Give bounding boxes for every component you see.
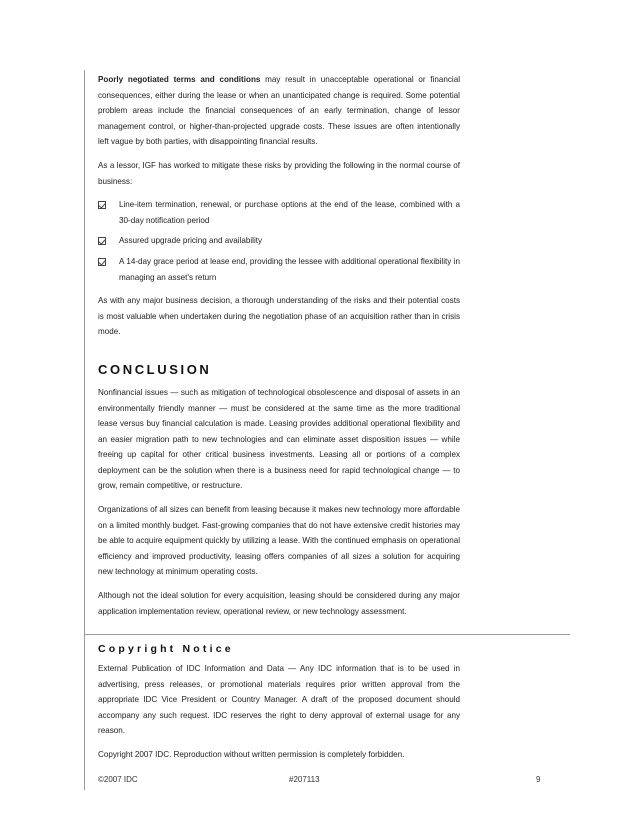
list-item: Assured upgrade pricing and availability <box>98 233 460 249</box>
copyright-section <box>98 643 460 763</box>
mitigation-list <box>98 197 460 285</box>
footer-copyright: ©2007 IDC <box>98 775 138 784</box>
copyright-heading: Copyright Notice <box>98 643 234 655</box>
footer-doc-number: #207113 <box>289 775 320 784</box>
checkbox-bullet-icon <box>98 237 106 245</box>
left-margin-rule <box>84 70 85 790</box>
list-item: Line-item termination, renewal, or purchase options at the end of the lease, combined with a 30-day notification period <box>98 197 460 228</box>
copyright-paragraph-2: Copyright 2007 IDC. Reproduction without written permission is completely forbidden. <box>98 749 405 759</box>
conclusion-paragraph-1: Nonfinancial issues — such as mitigation of technological obsolescence and disposal of assets in an environmentally friendly manner — must be considered at the same time as the more traditional lease versus buy financial calculation is made. Leasing provides additional operational flexibility and an easier migration path to new technologies and can eliminate asset disposition issues — while freeing up capital for other critical business investments. Leasing all or portions of a complex deployment can be the solution when there is a business need for rapid technological change — to grow, remain competitive, or restructure. <box>98 387 460 491</box>
risk-paragraph: As with any major business decision, a thorough understanding of the risks and their potential costs is most valuable when undertaken during the negotiation phase of an acquisition rather than in crisis mode. <box>98 296 460 337</box>
footer-page-number: 9 <box>536 775 541 784</box>
conclusion-heading: CONCLUSION <box>98 361 212 377</box>
conclusion-paragraph-3: Although not the ideal solution for every acquisition, leasing should be considered during any major application implementation review, operational review, or new technology assessment. <box>98 591 460 616</box>
intro-lead-rest: may result in unacceptable operational or financial consequences, either during the lease or when an unanticipated change is required. Some potential problem areas include the financial consequences of an early termination, change of lessor management control, or higher-than-projected upgrade costs. These issues are often intentionally left vague by both parties, with disappointing financial results. <box>98 75 460 147</box>
copyright-paragraph-1: External Publication of IDC Information and Data — Any IDC information that is to be used in advertising, press releases, or promotional materials requires prior written approval from the appropriate IDC Vice President or Country Manager. A draft of the proposed document should accompany any such request. IDC reserves the right to deny approval of external usage for any reason. <box>98 664 460 736</box>
conclusion-paragraph-2: Organizations of all sizes can benefit from leasing because it makes new technology more affordable on a limited monthly budget. Fast-growing companies that do not have extensive credit histories may be able to acquire equipment quickly by utilizing a lease. With the continued emphasis on operational efficiency and improved productivity, leasing offers companies of all sizes a solution for acquiring new technology at minimum operating costs. <box>98 505 460 577</box>
main-content <box>98 72 460 619</box>
intro-lead-bold: Poorly negotiated terms and conditions <box>98 75 261 84</box>
checkbox-bullet-icon <box>98 258 106 266</box>
checkbox-bullet-icon <box>98 201 106 209</box>
list-item: A 14-day grace period at lease end, providing the lessee with additional operational flexibility in managing an asset's return <box>98 254 460 285</box>
copyright-divider <box>85 634 570 635</box>
mitigation-paragraph: As a lessor, IGF has worked to mitigate these risks by providing the following in the normal course of business: <box>98 160 460 186</box>
intro-paragraph <box>98 72 460 150</box>
